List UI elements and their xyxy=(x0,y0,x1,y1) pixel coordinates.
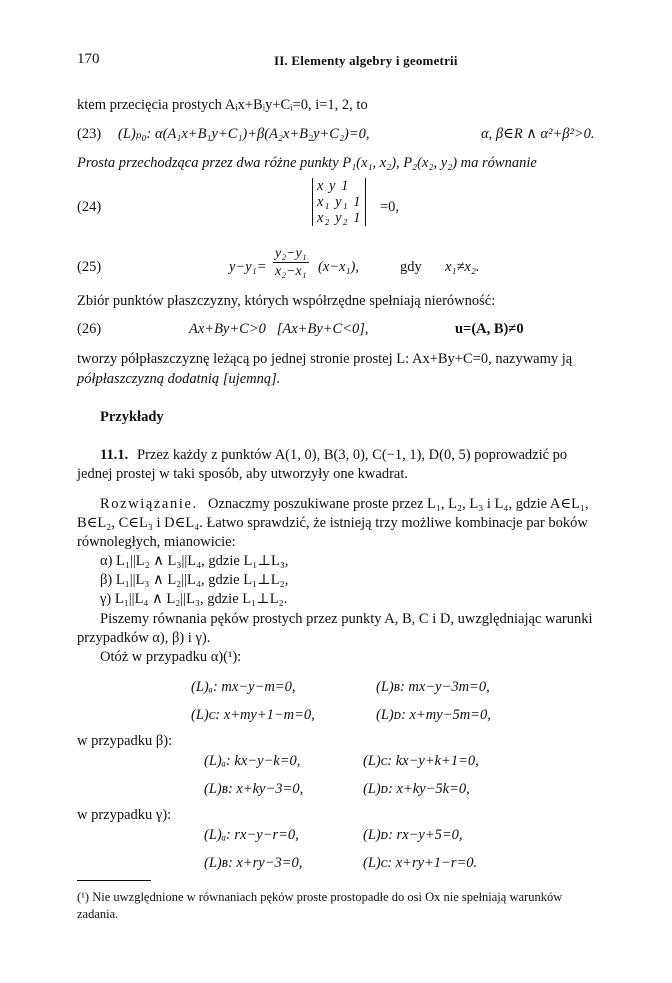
example-text: jednej prostej w taki sposób, aby utworzyły one kwadrat. xyxy=(77,466,409,482)
footnote-text: zadania. xyxy=(77,907,119,921)
equation-23: (L)ₚ₀: α(A₁x+B₁y+C₁)+β(A₂x+B₂y+C₂)=0, xyxy=(118,126,370,142)
fraction-numerator: y₂−y₁ xyxy=(275,246,307,261)
equation-26-normal: u=(A, B)≠0 xyxy=(455,321,524,337)
equation-label: (26) xyxy=(77,321,102,337)
fraction xyxy=(273,245,309,280)
case-heading: w przypadku γ): xyxy=(77,807,172,823)
determinant-row: x₁ y₁ 1 xyxy=(317,194,362,210)
pencil-equation: (L)ₐ: rx−y−r=0, xyxy=(204,827,299,843)
fraction-denominator: x₂−x₁ xyxy=(275,264,307,279)
running-title: II. Elementy algebry i geometrii xyxy=(274,53,458,68)
pencil-equation: (L)ʙ: mx−y−3m=0, xyxy=(376,679,490,695)
determinant-rhs: =0, xyxy=(380,199,400,215)
text-line: półpłaszczyzną dodatnią [ujemną]. xyxy=(77,371,281,387)
solution-text: przypadków α), β) i γ). xyxy=(77,630,211,646)
pencil-equation: (L)ʙ: x+ry−3=0, xyxy=(204,855,303,871)
equation-23-condition: α, β∈R ∧ α²+β²>0. xyxy=(481,126,595,142)
page-number: 170 xyxy=(77,51,100,67)
example-text: Przez każdy z punktów A(1, 0), B(3, 0), C(−1, 1), D(0, 5) poprowadzić po xyxy=(137,447,568,463)
solution-text: B∈L₂, C∈L₃ i D∈L₄. Łatwo sprawdzić, że istnieją trzy możliwe kombinacje par boków xyxy=(77,515,588,531)
equation-25-rest: (x−x₁), xyxy=(318,259,359,275)
equation-label: (23) xyxy=(77,126,102,142)
solution-text: Piszemy równania pęków prostych przez punkty A, B, C i D, uwzględniając warunki xyxy=(100,611,593,627)
equation-26: Ax+By+C>0 [Ax+By+C<0], xyxy=(189,321,369,337)
solution-text: Oznaczmy poszukiwane proste przez L₁, L₂, L₃ i L₄, gdzie A∈L₁, xyxy=(208,496,589,512)
pencil-equation: (L)ᴄ: x+ry+1−r=0. xyxy=(363,855,478,871)
case-line: α) L₁||L₂ ∧ L₃||L₄, gdzie L₁⊥L₃, xyxy=(100,553,289,569)
case-line: γ) L₁||L₄ ∧ L₂||L₃, gdzie L₁⊥L₂. xyxy=(100,591,288,607)
footnote-rule xyxy=(77,880,151,881)
pencil-equation: (L)ₐ: mx−y−m=0, xyxy=(191,679,296,695)
footnote-text: (¹) Nie uwzględnione w równaniach pęków proste prostopadłe do osi Ox nie spełniają warunków xyxy=(77,890,563,904)
case-heading: w przypadku β): xyxy=(77,733,173,749)
definition-line: Prosta przechodząca przez dwa różne punkty P₁(x₁, x₂), P₂(x₂, y₂) ma równanie xyxy=(77,155,537,171)
pencil-equation: (L)ₐ: kx−y−k=0, xyxy=(204,753,301,769)
pencil-equation: (L)ᴅ: x+ky−5k=0, xyxy=(363,781,470,797)
pencil-equation: (L)ᴅ: rx−y+5=0, xyxy=(363,827,463,843)
solution-heading: Rozwiązanie. xyxy=(100,496,198,512)
example-number: 11.1. xyxy=(100,447,129,463)
text-line: Zbiór punktów płaszczyzny, których współrzędne spełniają nierówność: xyxy=(77,293,496,309)
pencil-equation: (L)ᴅ: x+my−5m=0, xyxy=(376,707,491,723)
pencil-equation: (L)ᴄ: kx−y+k+1=0, xyxy=(363,753,479,769)
pencil-equation: (L)ʙ: x+ky−3=0, xyxy=(204,781,304,797)
case-line: β) L₁||L₃ ∧ L₂||L₄, gdzie L₁⊥L₂, xyxy=(100,572,289,588)
solution-text: Otóż w przypadku α)(¹): xyxy=(100,649,242,665)
determinant-row: x₂ y₂ 1 xyxy=(317,210,362,226)
determinant xyxy=(312,178,366,226)
solution-text: równoległych, mianowicie: xyxy=(77,534,236,550)
pencil-equation: (L)ᴄ: x+my+1−m=0, xyxy=(191,707,315,723)
determinant-row: x y 1 xyxy=(317,178,350,194)
equation-25-gdy: gdy xyxy=(400,259,422,275)
equation-25-lhs: y−y₁= xyxy=(229,259,267,275)
equation-label: (25) xyxy=(77,259,102,275)
section-heading: Przykłady xyxy=(100,409,164,425)
text-line: ktem przecięcia prostych Aᵢx+Bᵢy+Cᵢ=0, i=1, 2, to xyxy=(77,97,368,113)
equation-25-condition: x₁≠x₂. xyxy=(445,259,480,275)
text-line: tworzy półpłaszczyznę leżącą po jednej stronie prostej L: Ax+By+C=0, nazywamy ją xyxy=(77,351,573,367)
equation-label: (24) xyxy=(77,199,102,215)
